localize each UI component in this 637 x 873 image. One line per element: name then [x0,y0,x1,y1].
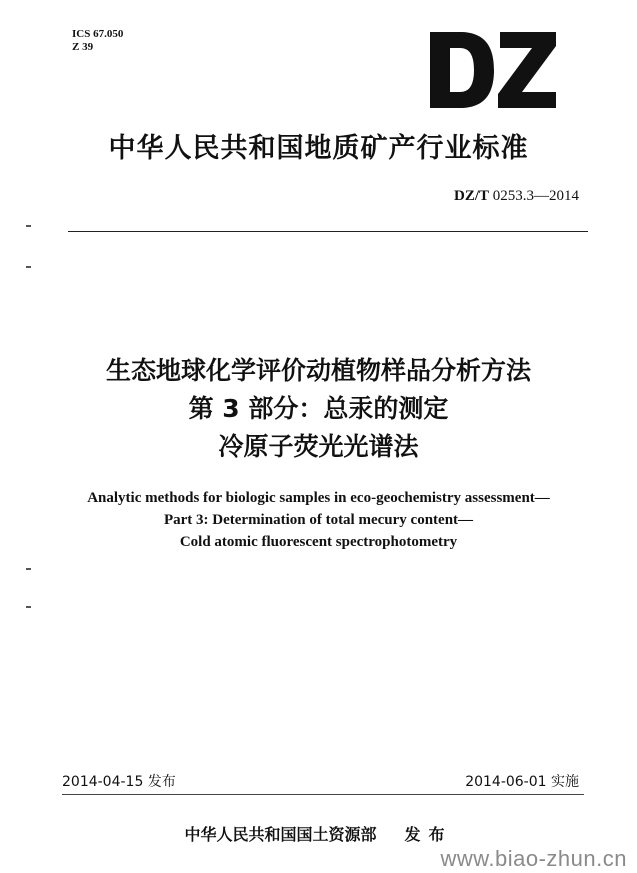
issue-date: 2014-04-15 发布 [62,774,176,790]
standard-prefix: DZ/T [453,188,489,204]
margin-mark [26,266,31,268]
publish-word: 发布 [404,825,453,844]
publisher-line [0,822,637,845]
standard-number [454,188,579,205]
classification-codes [72,28,123,54]
title-en-line1: Analytic methods for biologic samples in eco-geochemistry assessment— [87,490,550,506]
margin-mark [26,225,31,227]
standard-code: 0253.3—2014 [492,188,579,204]
watermark: www.biao-zhun.cn [440,846,627,871]
title-en-line2: Part 3: Determination of total mecury content— [163,512,474,528]
footer-divider [62,794,584,795]
title-zh-line1: 生态地球化学评价动植物样品分析方法 [105,356,531,385]
title-zh-line2: 第 3 部分：总汞的测定 [188,394,449,423]
dz-logo [428,30,558,110]
title-en-line3: Cold atomic fluorescent spectrophotometry [179,534,458,550]
ics-code: ICS 67.050 [72,28,124,40]
implement-date: 2014-06-01 实施 [465,774,579,790]
margin-mark [26,606,31,608]
ccs-code: Z 39 [72,41,94,53]
title-zh-line3: 冷原子荧光光谱法 [218,432,419,461]
header-divider [68,231,588,232]
margin-mark [26,568,31,570]
agency-title: 中华人民共和国地质矿产行业标准 [108,133,529,164]
publisher-name: 中华人民共和国国土资源部 [184,825,377,844]
